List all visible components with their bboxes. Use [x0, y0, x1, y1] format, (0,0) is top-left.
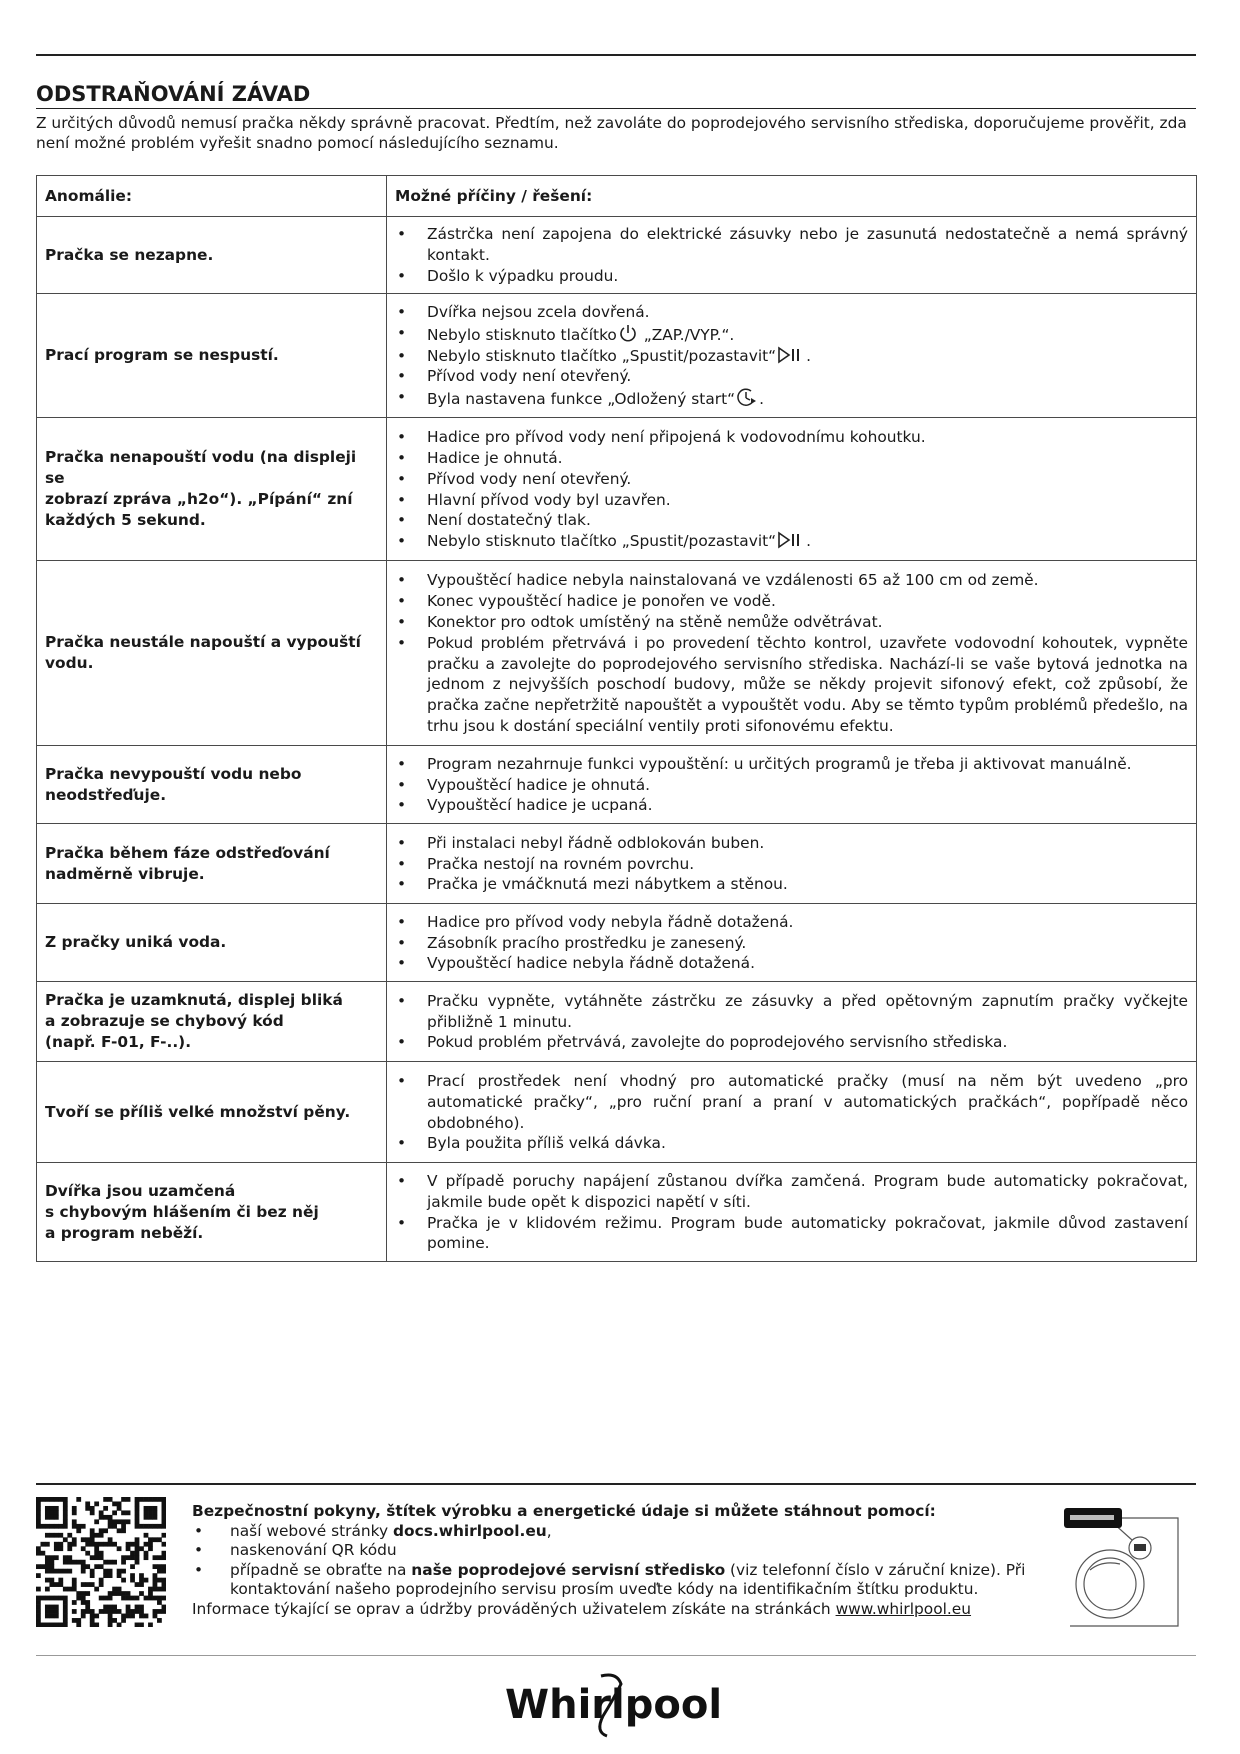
bullet: •	[397, 833, 407, 852]
solution-list	[395, 224, 1188, 286]
footer-list	[192, 1522, 1032, 1600]
bullet: •	[397, 796, 407, 815]
solution-text-suffix: .	[806, 532, 812, 551]
solution-cell	[387, 418, 1197, 561]
solution-list	[395, 570, 1188, 736]
solution-item	[395, 224, 1188, 266]
solution-text: Zásobník pracího prostředku je zanesený.	[427, 933, 747, 952]
solution-list	[395, 833, 1188, 895]
anomaly-cell: Z pračky uniká voda.	[37, 904, 387, 982]
bullet: •	[397, 225, 407, 244]
delay-start-icon	[735, 390, 759, 408]
bullet: •	[194, 1521, 204, 1540]
bullet: •	[397, 388, 407, 407]
solution-list	[395, 302, 1188, 410]
solution-text: Přívod vody není otevřený.	[427, 469, 632, 488]
solution-item	[395, 953, 1188, 974]
footer-info	[192, 1502, 1032, 1620]
solution-text: Hadice je ohnutá.	[427, 448, 563, 467]
solution-text: Hlavní přívod vody byl uzavřen.	[427, 490, 671, 509]
solution-item	[395, 570, 1188, 591]
solution-text: Byla nastavena funkce „Odložený start“	[427, 390, 736, 409]
solution-item	[395, 591, 1188, 612]
solution-text-suffix: „ZAP./VYP.“.	[638, 325, 735, 344]
anomaly-cell: Pračka během fáze odstřeďování nadměrně vibruje.	[37, 824, 387, 904]
footer-item-service: • případně se obraťte na naše poprodejové servisní středisko (viz telefonní číslo v záruční knize). Při kontaktování našeho poprodejního servisu prosím uveďte kódy na identifikačním štítku produktu.	[194, 1560, 1026, 1599]
solution-item	[395, 427, 1188, 448]
solution-list	[395, 754, 1188, 816]
whirlpool-link[interactable]: www.whirlpool.eu	[835, 1599, 972, 1618]
solution-item	[395, 1071, 1188, 1133]
column-header-anomaly: Anomálie:	[37, 176, 387, 217]
solution-item	[395, 874, 1188, 895]
solution-text: Zástrčka není zapojena do elektrické zásuvky nebo je zasunutá nedostatečně a nemá správný kontakt.	[427, 225, 1188, 265]
bullet: •	[397, 303, 407, 321]
column-header-solution: Možné příčiny / řešení:	[387, 176, 1197, 217]
solution-item	[395, 754, 1188, 775]
top-rule	[36, 54, 1196, 56]
solution-cell	[387, 561, 1197, 746]
solution-item	[395, 854, 1188, 875]
bullet: •	[397, 323, 407, 342]
footer-item-website: • naší webové stránky docs.whirlpool.eu,	[194, 1521, 552, 1540]
bullet: •	[397, 428, 407, 447]
solution-text: Nebylo stisknuto tlačítko „Spustit/pozastavit“	[427, 346, 777, 365]
footer-info-line: Informace týkající se oprav a údržby prováděných uživatelem získáte na stránkách www.whirlpool.eu	[192, 1599, 972, 1618]
solution-text: Vypouštěcí hadice je ohnutá.	[427, 775, 651, 794]
footer-rule	[36, 1483, 1196, 1485]
table-row	[37, 217, 1197, 294]
bullet: •	[397, 469, 407, 488]
solution-item	[395, 387, 1188, 410]
solution-cell	[387, 824, 1197, 904]
bottom-rule	[36, 1655, 1196, 1656]
qr-code-icon	[36, 1497, 166, 1627]
table-row	[37, 746, 1197, 824]
table-body	[37, 217, 1197, 1262]
solution-text: Pračka je vmáčknutá mezi nábytkem a stěnou.	[427, 875, 788, 894]
troubleshooting-table	[36, 175, 1197, 1262]
solution-list	[395, 1171, 1188, 1254]
solution-text: Pračku vypněte, vytáhněte zástrčku ze zásuvky a před opětovným zapnutím pračky vyčkejte přibližně 1 minutu.	[427, 991, 1188, 1031]
table-header-row	[37, 176, 1197, 217]
solution-list	[395, 912, 1188, 974]
bullet: •	[397, 633, 407, 652]
anomaly-cell: Pračka nevypouští vodu nebo neodstřeďuje.	[37, 746, 387, 824]
footer-title: Bezpečnostní pokyny, štítek výrobku a energetické údaje si můžete stáhnout pomocí:	[192, 1502, 936, 1520]
solution-item	[395, 912, 1188, 933]
anomaly-cell: Prací program se nespustí.	[37, 294, 387, 418]
solution-text: Konektor pro odtok umístěný na stěně nemůže odvětrávat.	[427, 612, 883, 631]
solution-text: Došlo k výpadku proudu.	[427, 266, 619, 285]
solution-text: Vypouštěcí hadice nebyla nainstalovaná ve vzdálenosti 65 až 100 cm od země.	[427, 571, 1039, 590]
solution-cell	[387, 294, 1197, 418]
table-row	[37, 1062, 1197, 1163]
solution-item	[395, 490, 1188, 511]
bullet: •	[397, 1033, 407, 1052]
bullet: •	[397, 346, 407, 365]
solution-text: Byla použita příliš velká dávka.	[427, 1134, 666, 1153]
solution-item	[395, 531, 1188, 552]
table-row	[37, 294, 1197, 418]
table-row	[37, 1163, 1197, 1262]
solution-text: Pračka nestojí na rovném povrchu.	[427, 854, 695, 873]
bullet: •	[397, 592, 407, 611]
solution-item	[395, 1171, 1188, 1213]
anomaly-cell: Pračka je uzamknutá, displej bliká a zobrazuje se chybový kód (např. F-01, F-..).	[37, 982, 387, 1062]
solution-text: Nebylo stisknuto tlačítko	[427, 325, 617, 344]
solution-list	[395, 427, 1188, 552]
bullet: •	[397, 367, 407, 386]
bullet: •	[397, 490, 407, 509]
solution-list	[395, 991, 1188, 1053]
solution-item	[395, 833, 1188, 854]
solution-text: Přívod vody není otevřený.	[427, 367, 632, 386]
bullet: •	[397, 511, 407, 530]
solution-item	[395, 266, 1188, 287]
anomaly-cell: Pračka nenapouští vodu (na displeji se zobrazí zpráva „h2o“). „Pípání“ zní každých 5 sekund.	[37, 418, 387, 561]
table-row	[37, 824, 1197, 904]
svg-text:Whirlpool: Whirlpool	[505, 1682, 723, 1728]
solution-cell	[387, 746, 1197, 824]
anomaly-cell: Pračka se nezapne.	[37, 217, 387, 294]
solution-item	[395, 633, 1188, 737]
bullet: •	[397, 266, 407, 285]
solution-item	[395, 612, 1188, 633]
solution-text: Program nezahrnuje funkci vypouštění: u určitých programů je třeba ji aktivovat manuálně.	[427, 754, 1132, 773]
solution-text: Není dostatečný tlak.	[427, 511, 591, 530]
solution-cell	[387, 217, 1197, 294]
bullet: •	[194, 1560, 204, 1579]
website-link[interactable]: docs.whirlpool.eu	[393, 1521, 547, 1540]
solution-item	[395, 1133, 1188, 1154]
bullet: •	[397, 1171, 407, 1190]
solution-cell	[387, 904, 1197, 982]
anomaly-cell: Pračka neustále napouští a vypouští vodu.	[37, 561, 387, 746]
bullet: •	[397, 1213, 407, 1232]
solution-item	[395, 1032, 1188, 1053]
anomaly-cell: Dvířka jsou uzamčená s chybovým hlášením či bez něj a program neběží.	[37, 1163, 387, 1262]
bullet: •	[397, 854, 407, 873]
bullet: •	[397, 571, 407, 590]
bullet: •	[397, 912, 407, 931]
bullet: •	[397, 775, 407, 794]
anomaly-cell: Tvoří se příliš velké množství pěny.	[37, 1062, 387, 1163]
bullet: •	[397, 875, 407, 894]
table-row	[37, 418, 1197, 561]
washer-label-illustration-icon	[1050, 1498, 1182, 1628]
bullet: •	[397, 754, 407, 773]
solution-text: Hadice pro přívod vody nebyla řádně dotažená.	[427, 912, 794, 931]
intro-text: Z určitých důvodů nemusí pračka někdy správně pracovat. Předtím, než zavoláte do poprodejového servisního střediska, doporučujeme prověřit, zda není možné problém vyřešit snadno pomocí následujícího seznamu.	[36, 114, 1187, 152]
solution-text: Při instalaci nebyl řádně odblokován buben.	[427, 833, 765, 852]
solution-item	[395, 775, 1188, 796]
bullet: •	[397, 954, 407, 973]
solution-list	[395, 1071, 1188, 1154]
solution-text: Nebylo stisknuto tlačítko „Spustit/pozastavit“	[427, 532, 777, 551]
bullet: •	[397, 1071, 407, 1090]
solution-cell	[387, 1163, 1197, 1262]
whirlpool-logo	[505, 1670, 735, 1740]
solution-text-suffix: .	[759, 390, 764, 409]
solution-text: Prací prostředek není vhodný pro automatické pračky (musí na něm být uvedeno „pro automatické pračky“, „pro ruční praní a praní v automatických pračkách“, popřípadě něco obdobného).	[427, 1071, 1188, 1132]
solution-item	[395, 448, 1188, 469]
table-row	[37, 904, 1197, 982]
solution-item	[395, 991, 1188, 1033]
power-icon	[617, 326, 639, 344]
solution-item	[395, 469, 1188, 490]
solution-cell	[387, 1062, 1197, 1163]
solution-text: Pokud problém přetrvává i po provedení těchto kontrol, uzavřete vodovodní kohoutek, vypněte pračku a zavolejte do poprodejového servisního střediska. Nachází-li se vaše bytová jednotka na jednom z nejvyšších poschodí budovy, může se někdy projevit sifonový efekt, což způsobí, že pračka začne nepřetržitě napouštět a vypouštět vodu. Aby se těmto typům problémů předešlo, na trhu jsou k dostání speciální ventily proti sifonovému efektu.	[427, 633, 1188, 735]
bullet: •	[397, 448, 407, 467]
solution-text: V případě poruchy napájení zůstanou dvířka zamčená. Program bude automaticky pokračovat, jakmile bude opět k dispozici napětí v síti.	[427, 1171, 1188, 1211]
table-row	[37, 982, 1197, 1062]
solution-item	[395, 323, 1188, 346]
bullet: •	[397, 933, 407, 952]
solution-text: Dvířka nejsou zcela dovřená.	[427, 303, 650, 321]
solution-item	[395, 795, 1188, 816]
start-pause-icon	[776, 532, 806, 550]
bullet: •	[194, 1541, 204, 1560]
solution-text: Pračka je v klidovém režimu. Program bude automaticky pokračovat, jakmile důvod zastavení pomine.	[427, 1213, 1188, 1253]
solution-item	[395, 933, 1188, 954]
start-pause-icon	[776, 347, 806, 365]
solution-item	[395, 346, 1188, 367]
solution-text: Vypouštěcí hadice je ucpaná.	[427, 796, 653, 815]
bullet: •	[397, 532, 407, 551]
solution-item	[395, 510, 1188, 531]
footer-item-qr: • naskenování QR kódu	[194, 1541, 397, 1560]
table-row	[37, 561, 1197, 746]
solution-text-suffix: .	[806, 346, 812, 365]
solution-item	[395, 1213, 1188, 1255]
bullet: •	[397, 612, 407, 631]
solution-item	[395, 302, 1188, 323]
solution-item	[395, 366, 1188, 387]
solution-text: Hadice pro přívod vody není připojená k vodovodnímu kohoutku.	[427, 428, 926, 447]
bullet: •	[397, 1134, 407, 1153]
solution-text: Pokud problém přetrvává, zavolejte do poprodejového servisního střediska.	[427, 1033, 1008, 1052]
solution-cell	[387, 982, 1197, 1062]
bullet: •	[397, 991, 407, 1010]
solution-text: Konec vypouštěcí hadice je ponořen ve vodě.	[427, 592, 776, 611]
solution-text: Vypouštěcí hadice nebyla řádně dotažená.	[427, 954, 755, 973]
page-title: ODSTRAŇOVÁNÍ ZÁVAD	[36, 82, 1196, 109]
